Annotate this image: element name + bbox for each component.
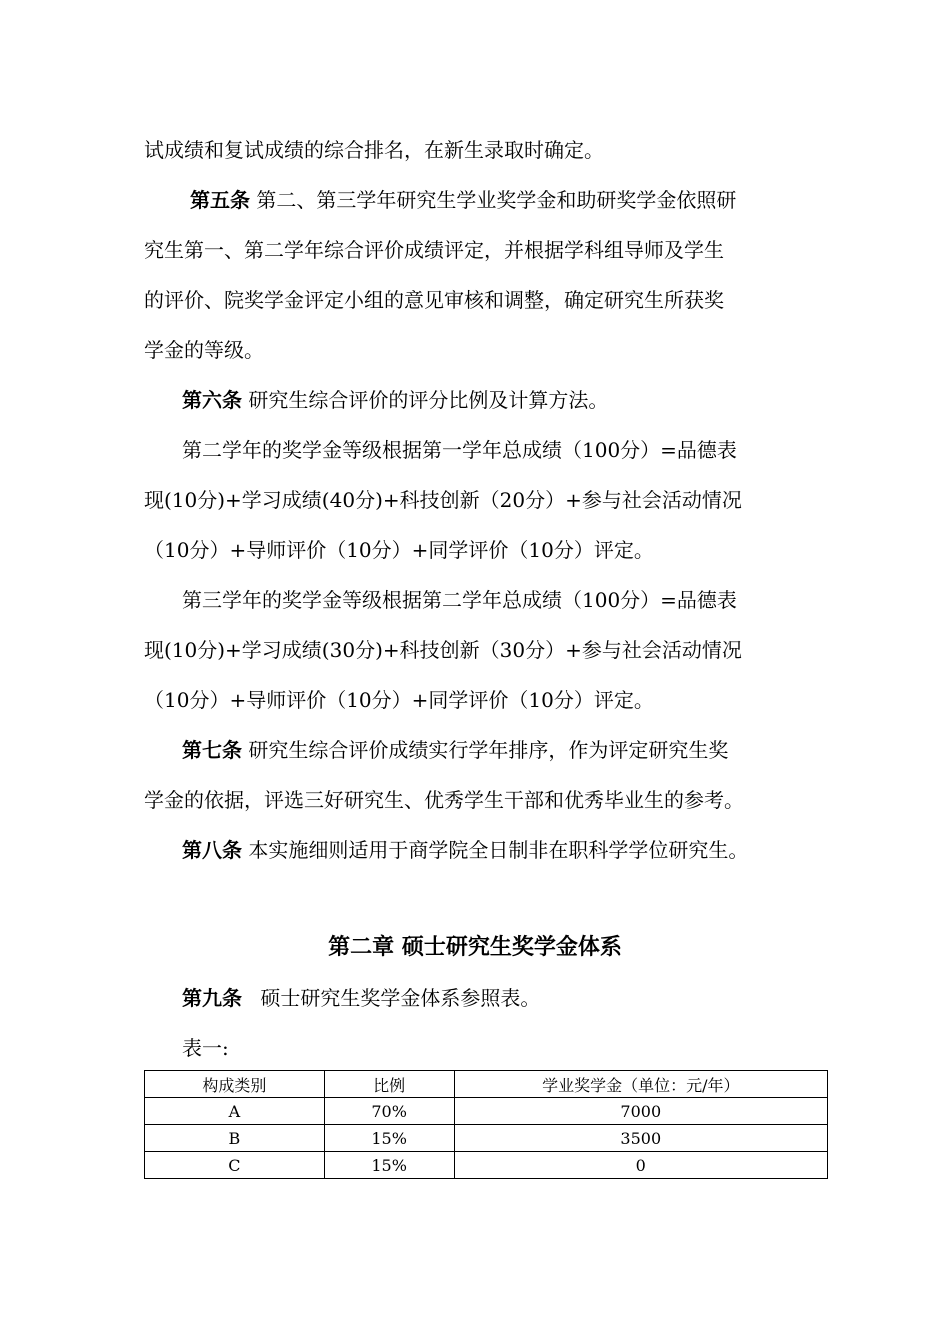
- table-cell: 15%: [324, 1125, 454, 1152]
- article-9-label: 第九条: [182, 986, 242, 1010]
- table-cell: 7000: [454, 1098, 827, 1125]
- column-header-ratio: 比例: [324, 1071, 454, 1098]
- table-cell: 3500: [454, 1125, 827, 1152]
- table-cell: C: [145, 1152, 325, 1179]
- article-5-line-4: 学金的等级。: [144, 338, 264, 362]
- article-6-line-1: 第六条 研究生综合评价的评分比例及计算方法。: [182, 388, 609, 412]
- year-3-formula-line-3: （10分）+导师评价（10分）+同学评价（10分）评定。: [144, 688, 654, 712]
- article-5-label: 第五条: [190, 188, 250, 212]
- column-header-scholarship: 学业奖学金（单位：元/年）: [454, 1071, 827, 1098]
- table-cell: 0: [454, 1152, 827, 1179]
- article-9-line: 第九条 硕士研究生奖学金体系参照表。: [182, 986, 541, 1010]
- scholarship-table: [144, 1070, 828, 1179]
- article-8-label: 第八条: [182, 838, 242, 862]
- article-7-line-1: 第七条 研究生综合评价成绩实行学年排序，作为评定研究生奖: [182, 738, 729, 762]
- year-2-formula-line-2: 现(10分)+学习成绩(40分)+科技创新（20分）+参与社会活动情况: [144, 488, 742, 512]
- article-5-line-2: 究生第一、第二学年综合评价成绩评定，并根据学科组导师及学生: [144, 238, 724, 262]
- column-header-category: 构成类别: [145, 1071, 325, 1098]
- year-3-formula-line-2: 现(10分)+学习成绩(30分)+科技创新（30分）+参与社会活动情况: [144, 638, 742, 662]
- article-6-label: 第六条: [182, 388, 242, 412]
- article-5-line-3: 的评价、院奖学金评定小组的意见审核和调整，确定研究生所获奖: [144, 288, 724, 312]
- table-header-row: [145, 1071, 828, 1098]
- paragraph-line: 试成绩和复试成绩的综合排名，在新生录取时确定。: [144, 138, 604, 162]
- table-cell: 15%: [324, 1152, 454, 1179]
- article-7-line-2: 学金的依据，评选三好研究生、优秀学生干部和优秀毕业生的参考。: [144, 788, 744, 812]
- year-2-formula-line-3: （10分）+导师评价（10分）+同学评价（10分）评定。: [144, 538, 654, 562]
- table-caption: 表一:: [182, 1036, 229, 1060]
- article-5-line-1: 第五条 第二、第三学年研究生学业奖学金和助研奖学金依照研: [190, 188, 737, 212]
- year-2-formula-line-1: 第二学年的奖学金等级根据第一学年总成绩（100分）=品德表: [182, 438, 737, 462]
- table-row: [145, 1098, 828, 1125]
- article-7-label: 第七条: [182, 738, 242, 762]
- table-cell: 70%: [324, 1098, 454, 1125]
- table-cell: A: [145, 1098, 325, 1125]
- chapter-2-title: 第二章 硕士研究生奖学金体系: [328, 934, 622, 960]
- table-cell: B: [145, 1125, 325, 1152]
- table-row: [145, 1125, 828, 1152]
- article-8-line-1: 第八条 本实施细则适用于商学院全日制非在职科学学位研究生。: [182, 838, 749, 862]
- year-3-formula-line-1: 第三学年的奖学金等级根据第二学年总成绩（100分）=品德表: [182, 588, 737, 612]
- table-row: [145, 1152, 828, 1179]
